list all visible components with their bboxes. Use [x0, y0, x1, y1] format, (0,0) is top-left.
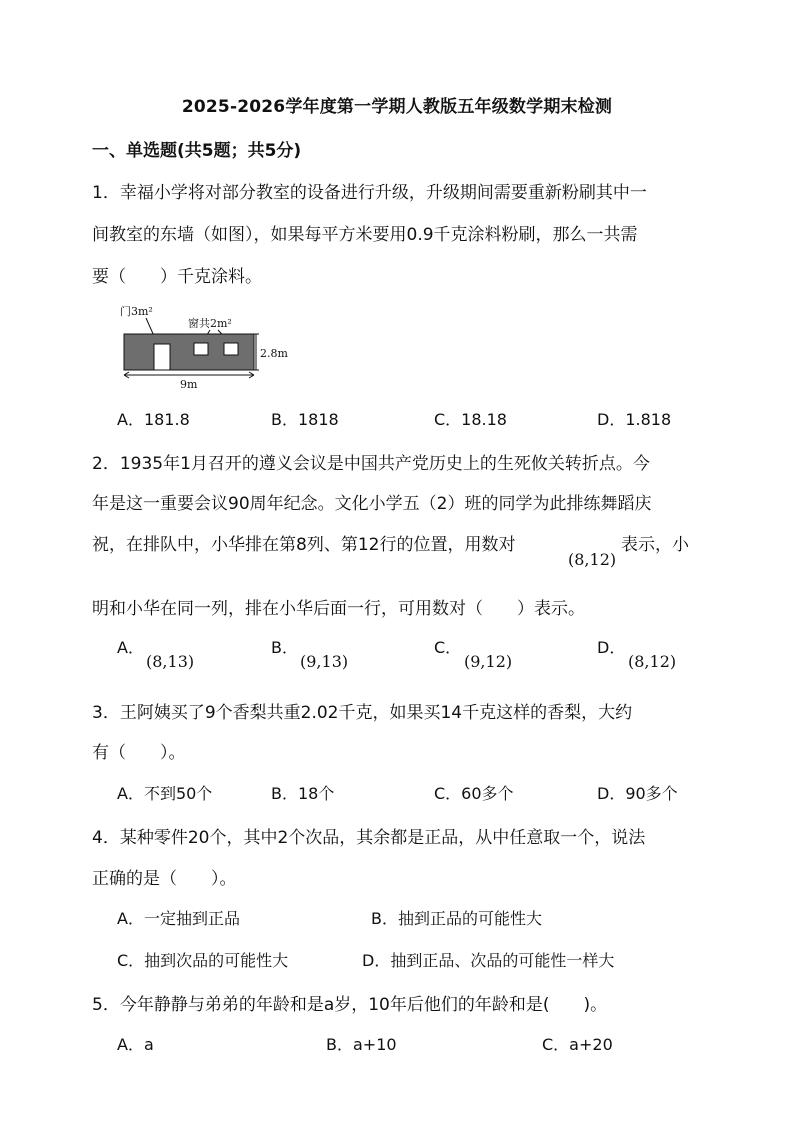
height-label: 2.8m — [260, 347, 288, 360]
q1-line-1: 1．幸福小学将对部分教室的设备进行升级，升级期间需要重新粉刷其中一 — [92, 183, 647, 203]
q4-option-a[interactable]: A．一定抽到正品 — [117, 909, 240, 928]
q2-option-a[interactable]: A． — [117, 638, 144, 657]
q5-option-c[interactable]: C．a+20 — [542, 1035, 613, 1054]
q4-option-d[interactable]: D．抽到正品、次品的可能性一样大 — [362, 951, 615, 970]
q2-option-a-pair: (8,13) — [146, 652, 195, 671]
q1-line-2: 间教室的东墙（如图），如果每平方米要用0.9千克涂料粉刷，那么一共需 — [92, 225, 638, 245]
width-label: 9m — [180, 378, 198, 391]
wall-figure — [118, 300, 298, 392]
q1-option-d[interactable]: D．1.818 — [597, 410, 672, 429]
section-heading: 一、单选题(共5题；共5分) — [92, 141, 302, 161]
q2-option-d[interactable]: D． — [597, 638, 626, 657]
q2-option-c-pair: (9,12) — [464, 652, 513, 671]
q2-line-3-tail: 表示，小 — [621, 535, 689, 555]
q2-option-b[interactable]: B． — [271, 638, 298, 657]
q1-option-c[interactable]: C．18.18 — [434, 410, 507, 429]
q1-option-b[interactable]: B．1818 — [271, 410, 339, 429]
door-rect — [154, 344, 170, 370]
q2-option-c[interactable]: C． — [434, 638, 462, 657]
window-rect-2 — [224, 343, 238, 355]
q4-option-c[interactable]: C．抽到次品的可能性大 — [117, 951, 289, 970]
q3-option-c[interactable]: C．60多个 — [434, 784, 514, 803]
q2-line-4: 明和小华在同一列，排在小华后面一行，可用数对（ ）表示。 — [92, 599, 585, 619]
q3-option-b[interactable]: B．18个 — [271, 784, 335, 803]
q5-option-a[interactable]: A．a — [117, 1035, 154, 1054]
q1-line-3: 要（ ）千克涂料。 — [92, 267, 262, 287]
q2-pair: (8,12) — [568, 550, 617, 569]
q3-line-1: 3．王阿姨买了9个香梨共重2.02千克，如果买14千克这样的香梨，大约 — [92, 703, 633, 723]
q4-option-b[interactable]: B．抽到正品的可能性大 — [371, 909, 542, 928]
q4-line-2: 正确的是（ ）。 — [92, 869, 237, 889]
window-rect-1 — [194, 343, 208, 355]
door-label: 门3m² — [120, 305, 153, 318]
q2-option-b-pair: (9,13) — [300, 652, 349, 671]
q2-option-d-pair: (8,12) — [628, 652, 677, 671]
window-label: 窗共2m² — [188, 317, 232, 330]
q5-option-b[interactable]: B．a+10 — [326, 1035, 397, 1054]
q3-line-2: 有（ ）。 — [92, 743, 186, 763]
page-title: 2025-2026学年度第一学期人教版五年级数学期末检测 — [181, 97, 613, 117]
q3-option-d[interactable]: D．90多个 — [597, 784, 678, 803]
q3-option-a[interactable]: A．不到50个 — [117, 784, 213, 803]
q2-line-1: 2．1935年1月召开的遵义会议是中国共产党历史上的生死攸关转折点。今 — [92, 454, 650, 474]
q2-line-3: 祝，在排队中，小华排在第8列、第12行的位置，用数对 — [92, 535, 516, 555]
q1-option-a[interactable]: A．181.8 — [117, 410, 190, 429]
q4-line-1: 4．某种零件20个，其中2个次品，其余都是正品，从中任意取一个，说法 — [92, 828, 646, 848]
q2-line-2: 年是这一重要会议90周年纪念。文化小学五（2）班的同学为此排练舞蹈庆 — [92, 494, 652, 514]
q5-line: 5．今年静静与弟弟的年龄和是a岁，10年后他们的年龄和是( )。 — [92, 995, 608, 1015]
